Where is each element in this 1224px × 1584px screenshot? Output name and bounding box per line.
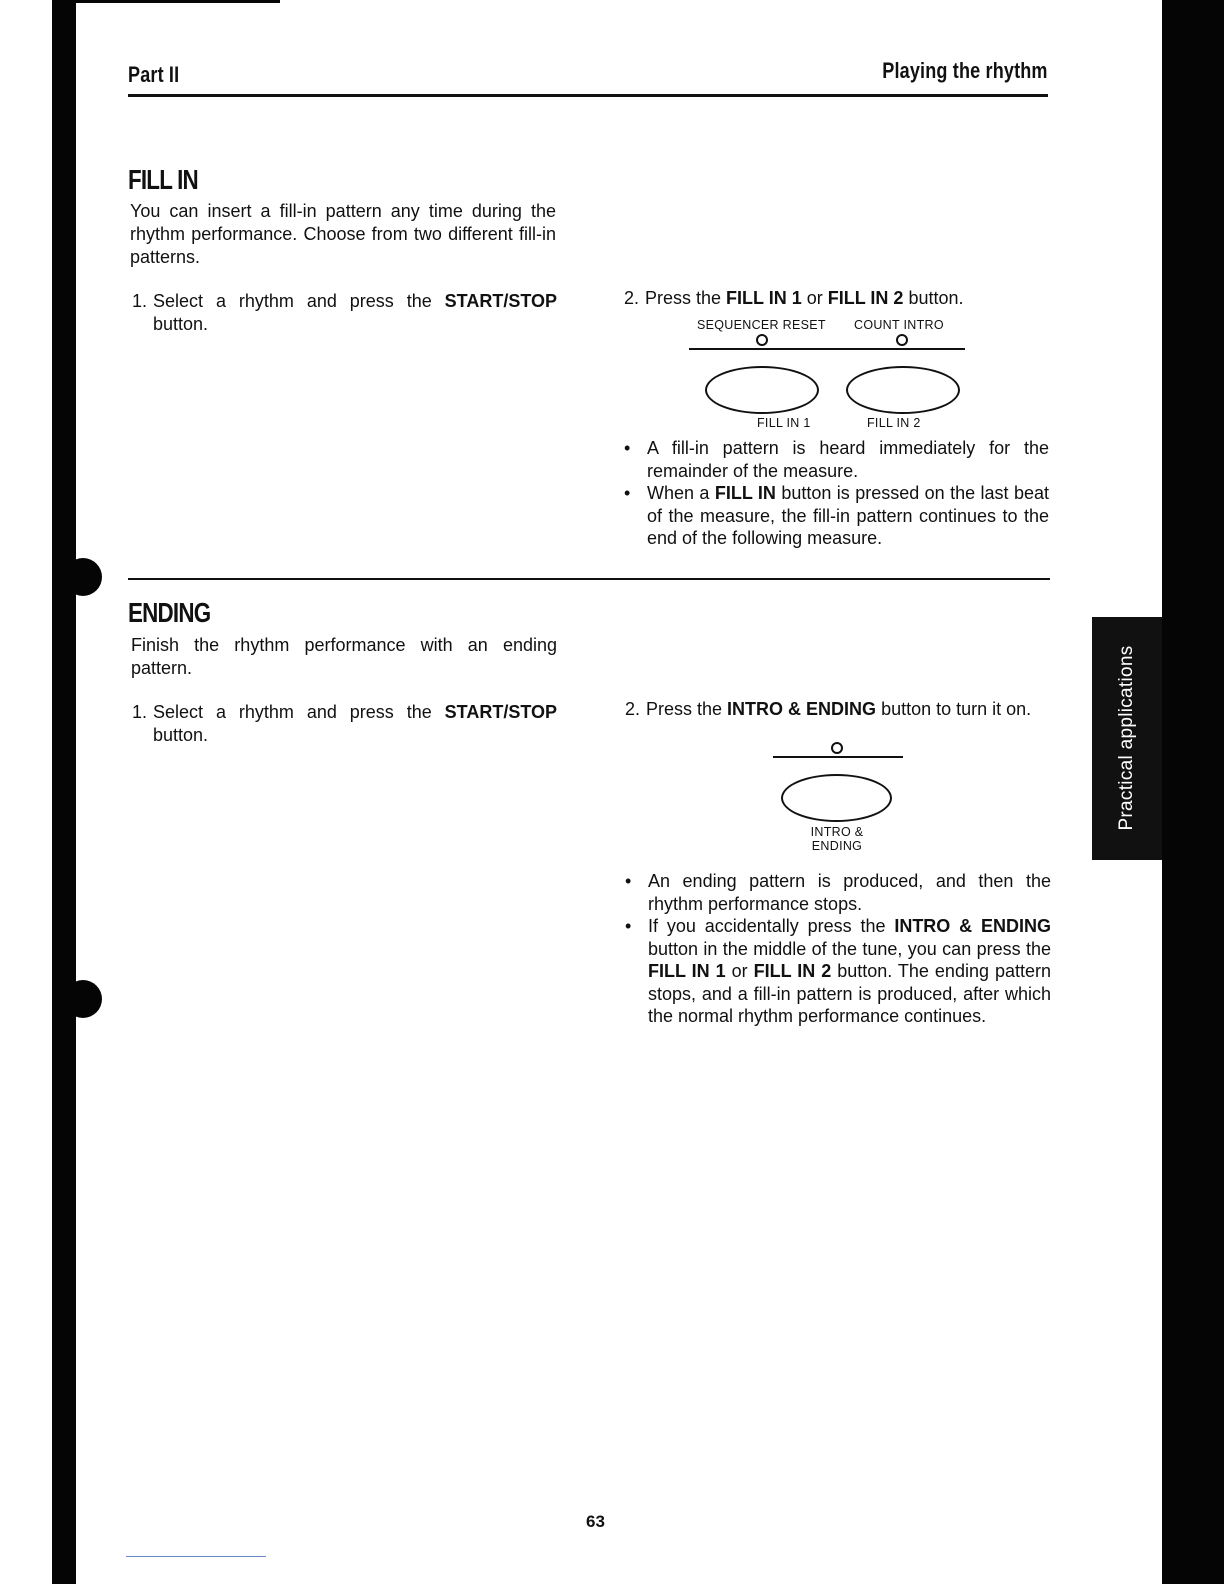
step-text: Select a rhythm and press the: [153, 291, 445, 311]
fill-in-step-1: [132, 290, 557, 336]
step-button-name: START/STOP: [444, 702, 557, 722]
page-number: 63: [586, 1512, 605, 1531]
step-text: Press the: [645, 288, 727, 308]
panel-label-fill-in-2: FILL IN 2: [867, 416, 921, 430]
running-head-part: Part II: [128, 62, 180, 87]
panel-label-line: INTRO &: [810, 825, 864, 839]
chapter-side-tab: [1092, 617, 1162, 860]
ending-step-2: [625, 698, 1051, 721]
step-text: button.: [903, 288, 964, 308]
panel-label-fill-in-1: FILL IN 1: [757, 416, 811, 430]
note-item: • An ending pattern is produced, and then the rhythm performance stops.: [625, 870, 1051, 915]
step-text: Press the: [646, 699, 728, 719]
running-head-chapter: Playing the rhythm: [882, 58, 1048, 83]
step-number: 2.: [625, 699, 641, 719]
note-item: • A fill-in pattern is heard immediately for the remainder of the measure.: [624, 437, 1049, 482]
binder-hole-icon: [64, 980, 102, 1018]
step-number: 1.: [132, 702, 148, 722]
panel-line: [689, 348, 965, 350]
page-edge-top: [52, 0, 280, 3]
step-text: Select a rhythm and press the: [153, 702, 445, 722]
side-tab-label: Practical applications: [1116, 645, 1137, 831]
note-button-name: INTRO & ENDING: [894, 916, 1051, 936]
page-edge-left: [52, 0, 76, 1584]
fill-in-intro: You can insert a fill-in pattern any time during the rhythm performance. Choose from two different fill-in patterns.: [130, 201, 556, 267]
step-text: or: [801, 288, 828, 308]
step-button-name: FILL IN 1: [726, 288, 802, 308]
ending-step-1: [132, 701, 557, 747]
panel-label-sequencer-reset: SEQUENCER RESET: [697, 318, 826, 332]
fill-in-step-2: [624, 287, 1054, 310]
panel-line: [773, 756, 903, 758]
step-button-name: FILL IN 2: [827, 288, 904, 308]
intro-ending-button[interactable]: [781, 774, 892, 822]
note-text: If you accidentally press the: [648, 916, 895, 936]
note-item: [625, 915, 1051, 1028]
led-indicator-icon: [831, 742, 843, 754]
panel-label-intro-ending: [808, 825, 866, 853]
panel-label-count-intro: COUNT INTRO: [854, 318, 944, 332]
section-title-ending: ENDING: [128, 597, 211, 628]
note-button-name: FILL IN 2: [753, 961, 832, 981]
ending-notes: [625, 870, 1051, 1028]
note-text: button in the middle of the tune, you can press the: [648, 938, 1051, 959]
note-text: button. The ending pattern stops, and a fill-in pattern is produced, after which the normal rhythm performance continues.: [648, 961, 1051, 1026]
step-text: button to turn it on.: [876, 699, 1032, 719]
note-text: or: [725, 961, 754, 981]
step-number: 1.: [132, 291, 148, 311]
page-edge-right: [1162, 0, 1224, 1584]
step-text: button.: [153, 314, 209, 334]
step-button-name: INTRO & ENDING: [727, 699, 877, 719]
panel-label-line: ENDING: [811, 839, 863, 853]
note-item: [624, 482, 1049, 550]
fill-in-1-button[interactable]: [705, 366, 819, 414]
led-indicator-icon: [756, 334, 768, 346]
ending-intro: Finish the rhythm performance with an ending pattern.: [131, 635, 557, 678]
binder-hole-icon: [64, 558, 102, 596]
fill-in-notes: [624, 437, 1049, 550]
step-number: 2.: [624, 288, 640, 308]
fill-in-2-button[interactable]: [846, 366, 960, 414]
header-rule: [128, 94, 1048, 97]
step-text: button.: [153, 725, 209, 745]
section-title-fill-in: FILL IN: [128, 164, 198, 195]
section-divider: [128, 578, 1050, 580]
note-text: When a: [647, 483, 715, 503]
step-button-name: START/STOP: [444, 291, 557, 311]
note-button-name: FILL IN: [714, 483, 776, 503]
note-text: button is pressed on the last beat of the measure, the fill-in pattern continues to the end of the following measure.: [647, 483, 1049, 548]
scan-artifact-line: [126, 1556, 266, 1557]
note-button-name: FILL IN 1: [648, 961, 726, 981]
led-indicator-icon: [896, 334, 908, 346]
